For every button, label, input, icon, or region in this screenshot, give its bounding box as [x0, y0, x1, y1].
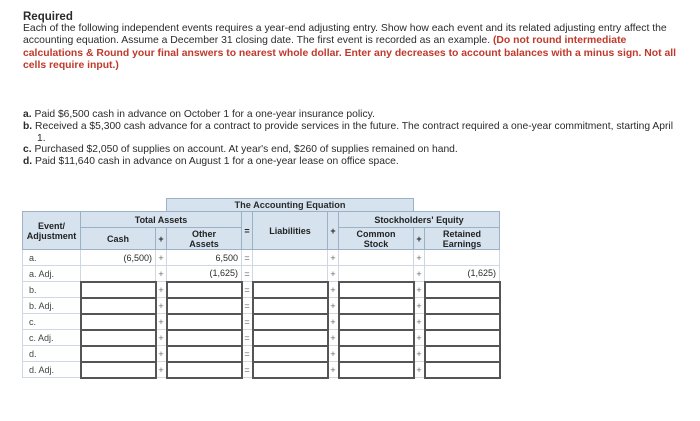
retained-earnings-input[interactable] [425, 330, 500, 346]
liabilities-value [253, 266, 328, 282]
plus-sign: + [328, 346, 339, 362]
other-assets-input[interactable] [167, 298, 242, 314]
common-stock-input[interactable] [339, 362, 414, 378]
plus-header: + [414, 228, 425, 250]
other-assets-input[interactable] [167, 362, 242, 378]
plus-sign: + [156, 362, 167, 378]
accounting-equation-table [22, 198, 501, 379]
common-stock-value [339, 266, 414, 282]
other-assets-input[interactable] [167, 330, 242, 346]
table-row [23, 362, 500, 378]
common-stock-input[interactable] [339, 314, 414, 330]
cash-value: (6,500) [81, 250, 156, 266]
equals-sign: = [242, 282, 253, 298]
liabilities-input[interactable] [253, 346, 328, 362]
plus-sign: + [414, 346, 425, 362]
plus-sign: + [328, 298, 339, 314]
event-c: c. Purchased $2,050 of supplies on account. At year's end, $260 of supplies remained on hand. [23, 144, 458, 156]
col-retained-earnings: Retained Earnings [425, 228, 500, 250]
row-label: a. [23, 250, 81, 266]
plus-sign: + [156, 282, 167, 298]
stockholders-equity-header: Stockholders' Equity [339, 212, 500, 228]
table-row [23, 298, 500, 314]
equals-header: = [242, 212, 253, 250]
row-label: d. Adj. [23, 362, 81, 378]
row-label: c. Adj. [23, 330, 81, 346]
retained-earnings-input[interactable] [425, 298, 500, 314]
plus-sign: + [328, 266, 339, 282]
liabilities-input[interactable] [253, 362, 328, 378]
other-assets-value: (1,625) [167, 266, 242, 282]
cash-input[interactable] [81, 330, 156, 346]
event-b: b. Received a $5,300 cash advance for a contract to provide services in the future. The contract required a one-year commitment, starting April 1. [23, 120, 674, 144]
cash-input[interactable] [81, 362, 156, 378]
equals-sign: = [242, 314, 253, 330]
event-a: a. Paid $6,500 cash in advance on October 1 for a one-year insurance policy. [23, 109, 375, 120]
other-assets-input[interactable] [167, 282, 242, 298]
plus-sign: + [156, 298, 167, 314]
table-row [23, 330, 500, 346]
plus-sign: + [156, 314, 167, 330]
retained-earnings-input[interactable] [425, 314, 500, 330]
retained-earnings-value [425, 250, 500, 266]
plus-sign: + [328, 314, 339, 330]
plus-header: + [156, 228, 167, 250]
common-stock-input[interactable] [339, 282, 414, 298]
event-d: d. Paid $11,640 cash in advance on August 1 for a one-year lease on office space. [23, 156, 399, 168]
other-assets-input[interactable] [167, 314, 242, 330]
row-label: a. Adj. [23, 266, 81, 282]
plus-sign: + [414, 362, 425, 378]
table-row [23, 250, 500, 266]
plus-sign: + [414, 282, 425, 298]
liabilities-input[interactable] [253, 282, 328, 298]
required-heading: Required [23, 11, 73, 23]
equals-sign: = [242, 250, 253, 266]
table-row [23, 346, 500, 362]
total-assets-header: Total Assets [81, 212, 242, 228]
plus-header: + [328, 212, 339, 250]
cash-input[interactable] [81, 346, 156, 362]
equals-sign: = [242, 362, 253, 378]
liabilities-input[interactable] [253, 314, 328, 330]
col-event-adjustment: Event/ Adjustment [23, 212, 81, 250]
equals-sign: = [242, 298, 253, 314]
events-list [23, 109, 683, 168]
plus-sign: + [328, 282, 339, 298]
col-common-stock: Common Stock [339, 228, 414, 250]
instructions-text: Each of the following independent events requires a year-end adjusting entry. Show how each event and its related adjusting entry affect the accounting equation. Assume a December 31 closing date. The first event is recorded as an example. [23, 23, 667, 47]
col-cash: Cash [81, 228, 156, 250]
plus-sign: + [156, 330, 167, 346]
plus-sign: + [414, 298, 425, 314]
row-label: b. Adj. [23, 298, 81, 314]
row-label: c. [23, 314, 81, 330]
row-label: b. [23, 282, 81, 298]
other-assets-value: 6,500 [167, 250, 242, 266]
table-title: The Accounting Equation [167, 199, 414, 212]
equals-sign: = [242, 346, 253, 362]
table-row [23, 314, 500, 330]
other-assets-input[interactable] [167, 346, 242, 362]
common-stock-input[interactable] [339, 298, 414, 314]
liabilities-input[interactable] [253, 298, 328, 314]
common-stock-value [339, 250, 414, 266]
plus-sign: + [414, 250, 425, 266]
instructions-bold: (Do not round intermediate calculations & Round your final answers to nearest whole dollar. Enter any decreases to account balances with a minus sign. Not all cells require input.) [23, 35, 677, 72]
col-liabilities: Liabilities [253, 212, 328, 250]
retained-earnings-input[interactable] [425, 282, 500, 298]
col-other-assets: Other Assets [167, 228, 242, 250]
equals-sign: = [242, 266, 253, 282]
plus-sign: + [328, 362, 339, 378]
plus-sign: + [156, 346, 167, 362]
retained-earnings-input[interactable] [425, 346, 500, 362]
plus-sign: + [156, 250, 167, 266]
table-row [23, 266, 500, 282]
table-row [23, 282, 500, 298]
plus-sign: + [156, 266, 167, 282]
liabilities-input[interactable] [253, 330, 328, 346]
row-label: d. [23, 346, 81, 362]
instructions [23, 23, 683, 73]
liabilities-value [253, 250, 328, 266]
equals-sign: = [242, 330, 253, 346]
common-stock-input[interactable] [339, 346, 414, 362]
plus-sign: + [414, 266, 425, 282]
cash-input[interactable] [81, 282, 156, 298]
common-stock-input[interactable] [339, 330, 414, 346]
plus-sign: + [328, 250, 339, 266]
retained-earnings-value: (1,625) [425, 266, 500, 282]
plus-sign: + [414, 314, 425, 330]
cash-input[interactable] [81, 298, 156, 314]
cash-input[interactable] [81, 314, 156, 330]
plus-sign: + [414, 330, 425, 346]
retained-earnings-input[interactable] [425, 362, 500, 378]
plus-sign: + [328, 330, 339, 346]
cash-value [81, 266, 156, 282]
